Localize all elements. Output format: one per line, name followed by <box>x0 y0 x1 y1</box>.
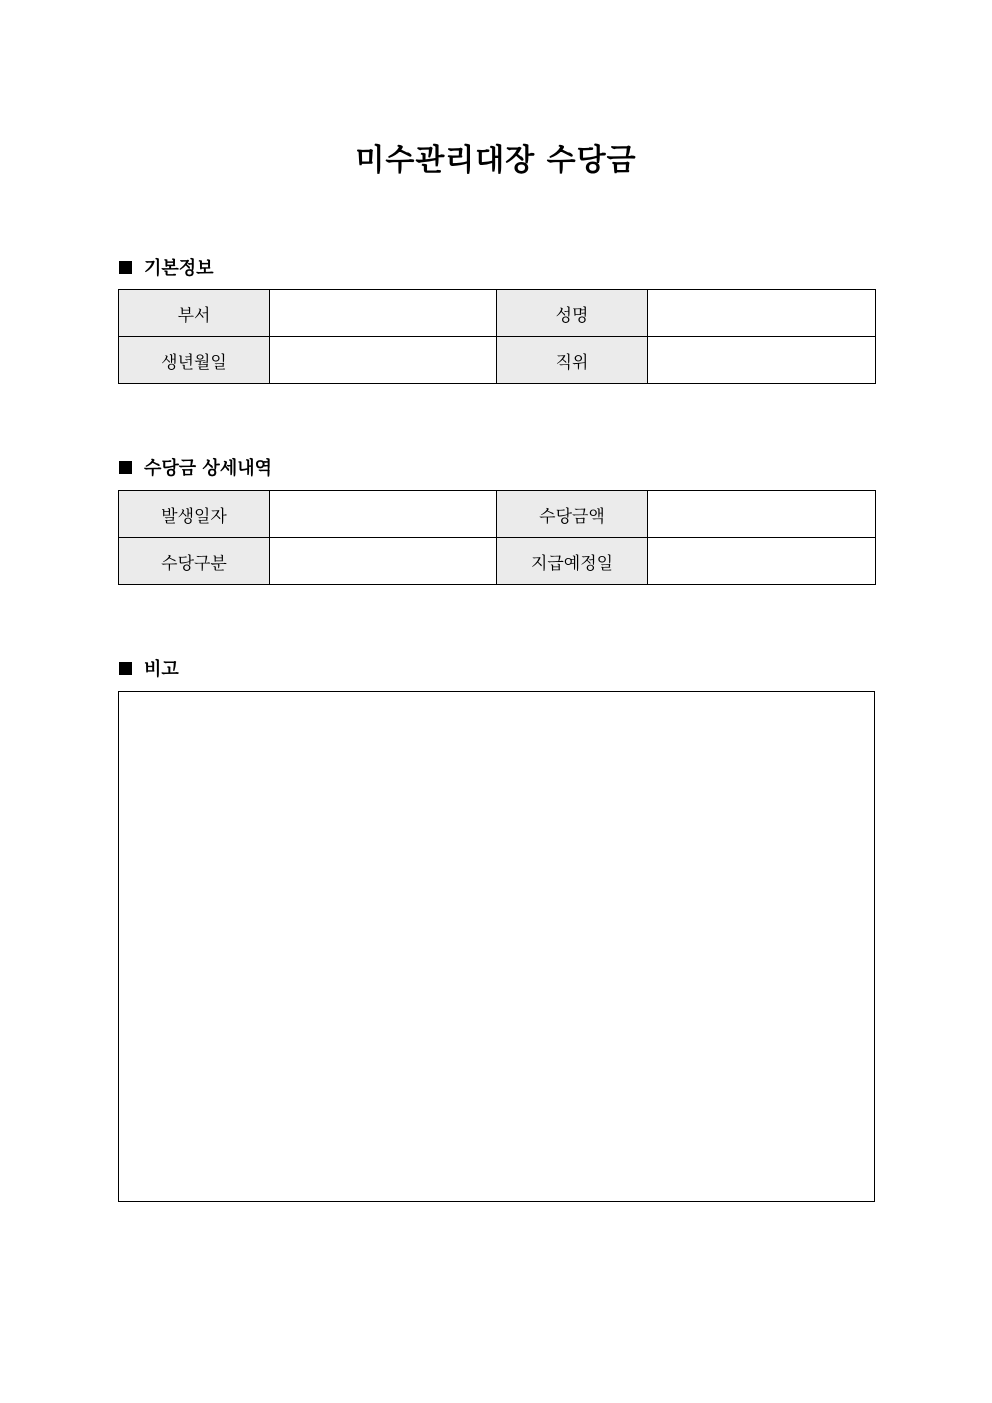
square-bullet-icon <box>119 461 132 474</box>
department-label: 부서 <box>119 290 270 337</box>
table-row <box>119 491 876 538</box>
allowance-type-field[interactable] <box>270 538 497 585</box>
scheduled-payment-date-field[interactable] <box>648 538 876 585</box>
allowance-amount-label: 수당금액 <box>497 491 648 538</box>
allowance-details-table <box>118 490 876 585</box>
section-heading-label: 수당금 상세내역 <box>144 458 272 479</box>
table-row <box>119 290 876 337</box>
department-field[interactable] <box>270 290 497 337</box>
section-heading-label: 기본정보 <box>144 258 214 279</box>
table-row <box>119 538 876 585</box>
table-row <box>119 337 876 384</box>
section-heading-basic-info <box>119 254 214 280</box>
position-field[interactable] <box>648 337 876 384</box>
occurrence-date-label: 발생일자 <box>119 491 270 538</box>
square-bullet-icon <box>119 261 132 274</box>
name-label: 성명 <box>497 290 648 337</box>
position-label: 직위 <box>497 337 648 384</box>
occurrence-date-field[interactable] <box>270 491 497 538</box>
remarks-field[interactable] <box>118 691 875 1202</box>
basic-info-table <box>118 289 876 384</box>
section-heading-allowance-details <box>119 454 272 480</box>
section-heading-remarks <box>119 655 179 681</box>
section-heading-label: 비고 <box>144 659 179 680</box>
scheduled-payment-date-label: 지급예정일 <box>497 538 648 585</box>
name-field[interactable] <box>648 290 876 337</box>
birthdate-label: 생년월일 <box>119 337 270 384</box>
birthdate-field[interactable] <box>270 337 497 384</box>
square-bullet-icon <box>119 662 132 675</box>
allowance-type-label: 수당구분 <box>119 538 270 585</box>
page-title: 미수관리대장 수당금 <box>355 143 637 178</box>
allowance-amount-field[interactable] <box>648 491 876 538</box>
